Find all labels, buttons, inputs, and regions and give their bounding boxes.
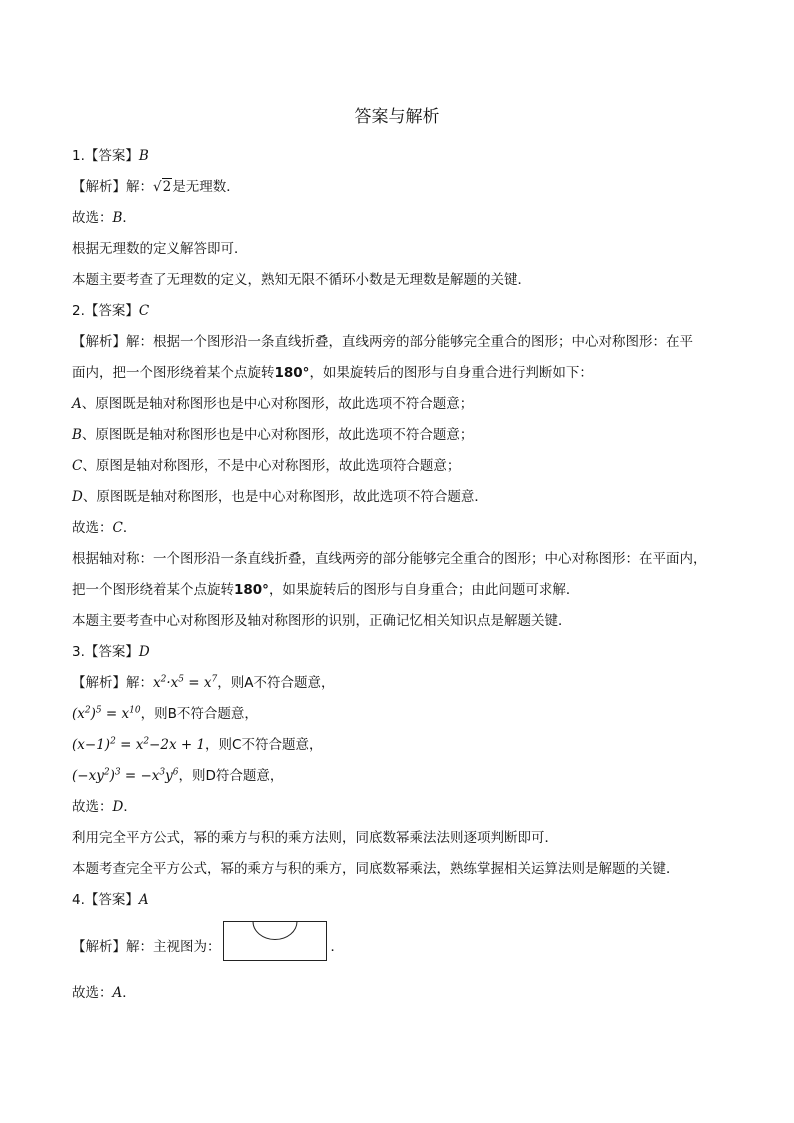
q2-option-a-letter: A (72, 396, 82, 412)
q2-option-d (72, 482, 722, 513)
q2-analysis-text-2b: ，如果旋转后的图形与自身重合进行判断如下： (309, 365, 593, 381)
q2-option-b-letter: B (72, 427, 82, 443)
q2-number: 2. (72, 303, 85, 319)
q4-analysis-line (72, 916, 722, 978)
q2-option-d-text: 、原图既是轴对称图形，也是中心对称图形，故此选项不符合题意． (82, 489, 488, 505)
q2-option-d-letter: D (72, 489, 83, 505)
q2-analysis-text-2a: 面内，把一个图形绕着某个点旋转 (72, 365, 275, 381)
q1-answer-line (72, 141, 722, 172)
q2-option-b-text: 、原图既是轴对称图形也是中心对称图形，故此选项不符合题意； (81, 427, 474, 443)
q4-answer-label: 【答案】 (84, 892, 139, 908)
q2-analysis-label: 【解析】 (72, 334, 126, 350)
q4-answer-line (72, 885, 722, 916)
q2-select-line (72, 513, 722, 544)
q4-figure-end: ． (330, 938, 344, 955)
front-view-figure (223, 921, 327, 973)
q2-analysis-line-1 (72, 327, 722, 358)
q3-equation-2: $(x^2)^5 = x^{10}$ (72, 705, 141, 722)
q3-analysis-label: 【解析】 (72, 675, 126, 691)
q2-degree-2: 180° (234, 582, 269, 598)
q4-select-end: ． (122, 985, 136, 1001)
q3-select-line (72, 792, 722, 823)
q1-answer: B (138, 148, 149, 164)
q1-method-line: 根据无理数的定义解答即可． (72, 241, 248, 257)
q4-jie: 解：主视图为： (126, 938, 221, 955)
q1-analysis-label: 【解析】 (72, 179, 126, 195)
q3-equation-4-tail: ，则D符合题意， (178, 768, 284, 784)
q2-select-letter: C (112, 520, 123, 536)
q3-equation-3: $(x-1)^2 = x^2-2x + 1$ (72, 736, 206, 753)
q1-answer-label: 【答案】 (84, 148, 139, 164)
front-view-drawing (223, 921, 327, 961)
sqrt-expression: √2 (153, 179, 172, 195)
q2-method-text-2a: 把一个图形绕着某个点旋转 (72, 582, 234, 598)
q1-jie: 解： (126, 179, 153, 195)
q1-summary-line: 本题主要考查了无理数的定义，熟知无限不循环小数是无理数是解题的关键． (72, 272, 531, 288)
q2-summary-line: 本题主要考查中心对称图形及轴对称图形的识别，正确记忆相关知识点是解题关键． (72, 613, 572, 629)
q3-equation-1: $x^2\cdot x^5 = x^7$ (153, 674, 218, 691)
q2-degree: 180° (274, 365, 310, 381)
q3-answer: D (138, 644, 150, 660)
q3-select-letter: D (112, 799, 124, 815)
q3-equation-4: $(-xy^2)^3 = -x^3y^6$ (72, 767, 179, 784)
q1-select: 故选： (72, 210, 113, 226)
q3-equation-1-tail: ，则A不符合题意， (217, 675, 335, 691)
q4-select: 故选： (72, 985, 113, 1001)
q2-option-c-letter: C (72, 458, 83, 474)
q3-summary-line: 本题考查完全平方公式，幂的乘方与积的乘方，同底数幂乘法，熟练掌握相关运算法则是解题的关键． (72, 861, 680, 877)
q3-equation-3-tail: ，则C不符合题意， (205, 737, 323, 753)
q3-equation-4-line (72, 761, 722, 792)
q3-equation-3-line (72, 730, 722, 761)
q2-option-a (72, 389, 722, 420)
q3-analysis-line (72, 668, 722, 699)
q4-analysis-label: 【解析】 (72, 938, 126, 955)
q2-select: 故选： (72, 520, 113, 536)
q1-number: 1. (72, 148, 85, 164)
q3-jie: 解： (126, 675, 153, 691)
q1-analysis-line (72, 172, 722, 203)
q2-select-end: ． (122, 520, 137, 536)
sqrt-radicand: 2 (162, 179, 172, 195)
q3-answer-label: 【答案】 (84, 644, 139, 660)
q2-answer-label: 【答案】 (84, 303, 139, 319)
q3-select: 故选： (72, 799, 113, 815)
q4-select-line (72, 978, 722, 1009)
q2-analysis-line-2 (72, 358, 722, 389)
q4-select-letter: A (112, 985, 123, 1001)
page-title: 答案与解析 (354, 107, 440, 127)
q3-number: 3. (72, 644, 85, 660)
q3-method-line: 利用完全平方公式，幂的乘方与积的乘方法则，同底数幂乘法法则逐项判断即可． (72, 830, 558, 846)
q2-option-b (72, 420, 722, 451)
answer-document (72, 141, 722, 1009)
q1-after-sqrt: 是无理数． (172, 179, 240, 195)
q3-answer-line (72, 637, 722, 668)
q2-analysis-text-1: 根据一个图形沿一条直线折叠，直线两旁的部分能够完全重合的图形；中心对称图形：在平 (153, 334, 693, 350)
q2-option-c (72, 451, 722, 482)
q1-select-letter: B (112, 210, 123, 226)
q2-option-c-text: 、原图是轴对称图形，不是中心对称图形，故此选项符合题意； (82, 458, 461, 474)
q1-select-line (72, 203, 722, 234)
q2-method-line-1: 根据轴对称：一个图形沿一条直线折叠，直线两旁的部分能够完全重合的图形；中心对称图形：在平面内， (72, 551, 707, 567)
q2-jie: 解： (126, 334, 153, 350)
q4-answer: A (138, 892, 149, 908)
q2-method-text-2b: ，如果旋转后的图形与自身重合；由此问题可求解． (268, 582, 580, 598)
q1-select-end: ． (122, 210, 136, 226)
q2-option-a-text: 、原图既是轴对称图形也是中心对称图形，故此选项不符合题意； (81, 396, 474, 412)
q2-answer: C (138, 303, 150, 319)
q2-method-line-2 (72, 575, 722, 606)
q3-select-end: ． (123, 799, 137, 815)
q3-equation-2-line (72, 699, 722, 730)
q3-equation-2-tail: ，则B不符合题意， (140, 706, 258, 722)
q2-answer-line (72, 296, 722, 327)
q4-number: 4. (72, 892, 85, 908)
